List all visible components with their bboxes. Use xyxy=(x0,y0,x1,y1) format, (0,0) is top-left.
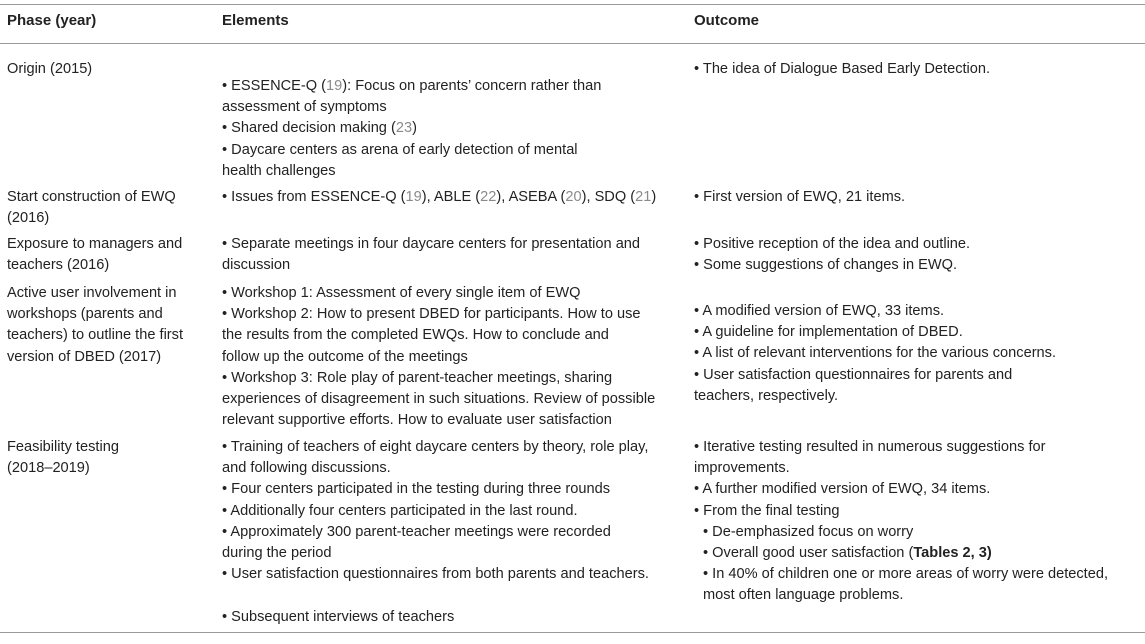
reference-link[interactable]: 19 xyxy=(405,189,422,205)
list-item-continuation: improvements. xyxy=(694,460,790,477)
phase-line: Feasibility testing xyxy=(7,439,119,455)
phase-line: Origin (2015) xyxy=(7,61,93,77)
list-item-continuation: teachers, respectively. xyxy=(694,387,839,404)
list-item: • ESSENCE-Q (19): Focus on parents’ concern rather than xyxy=(222,78,602,94)
list-item: • Daycare centers as arena of early detection of mental xyxy=(222,141,578,158)
list-item: • Iterative testing resulted in numerous suggestions for xyxy=(694,439,1046,455)
list-item-continuation: assessment of symptoms xyxy=(222,99,387,116)
list-item-continuation: the results from the completed EWQs. How to conclude and xyxy=(222,327,609,344)
phase-line: (2016) xyxy=(7,210,50,227)
row-workshops-phase xyxy=(7,283,207,368)
sub-list-item: • De-emphasized focus on worry xyxy=(703,523,914,540)
reference-link[interactable]: 23 xyxy=(395,120,413,137)
blank-line xyxy=(222,585,677,606)
row-construction-phase xyxy=(7,187,207,229)
reference-link[interactable]: 22 xyxy=(480,189,497,205)
row-workshops-elements xyxy=(222,283,677,431)
list-item: • From the final testing xyxy=(694,502,840,519)
phase-line: workshops (parents and xyxy=(7,306,163,323)
list-item: • Approximately 300 parent-teacher meetings were recorded xyxy=(222,523,611,540)
reference-link[interactable]: 21 xyxy=(635,189,652,205)
row-exposure-elements xyxy=(222,234,677,276)
reference-link[interactable]: 20 xyxy=(565,189,582,205)
list-item-continuation: follow up the outcome of the meetings xyxy=(222,348,468,365)
row-origin-elements xyxy=(222,76,677,182)
list-item: • A guideline for implementation of DBED. xyxy=(694,324,963,341)
row-exposure-outcome xyxy=(694,234,1142,276)
list-item: • The idea of Dialogue Based Early Detection. xyxy=(694,61,991,77)
row-construction-elements xyxy=(222,187,677,208)
list-item-continuation: most often language problems. xyxy=(703,587,904,604)
phase-line: teachers (2016) xyxy=(7,257,110,274)
list-item-continuation: discussion xyxy=(222,257,291,274)
header-phase: Phase (year) xyxy=(7,12,97,29)
row-construction-outcome xyxy=(694,187,1142,208)
row-origin-outcome xyxy=(694,59,1142,80)
list-item-continuation: health challenges xyxy=(222,162,336,179)
list-item: • Separate meetings in four daycare centers for presentation and xyxy=(222,236,641,252)
phase-line: (2018–2019) xyxy=(7,460,90,477)
list-item-continuation: experiences of disagreement in such situations. Review of possible xyxy=(222,391,656,408)
list-item: • Workshop 2: How to present DBED for participants. How to use xyxy=(222,306,641,323)
list-item: • Additionally four centers participated in the last round. xyxy=(222,502,578,519)
row-origin-phase xyxy=(7,59,207,80)
list-item: • A modified version of EWQ, 33 items. xyxy=(694,303,945,319)
sub-list-item: • In 40% of children one or more areas of worry were detected, xyxy=(703,566,1109,583)
top-rule xyxy=(0,4,1145,5)
list-item: • Workshop 1: Assessment of every single item of EWQ xyxy=(222,285,581,301)
list-item: • User satisfaction questionnaires from both parents and teachers. xyxy=(222,566,649,583)
list-item: • Subsequent interviews of teachers xyxy=(222,608,455,625)
list-item: • A further modified version of EWQ, 34 items. xyxy=(694,481,991,498)
header-outcome: Outcome xyxy=(694,12,760,29)
header-rule xyxy=(0,43,1145,44)
list-item: • First version of EWQ, 21 items. xyxy=(694,189,906,205)
row-feasibility-phase xyxy=(7,437,207,479)
list-item: • Positive reception of the idea and outline. xyxy=(694,236,971,252)
table-reference-link[interactable]: 3 xyxy=(978,545,987,562)
row-workshops-outcome xyxy=(694,301,1142,407)
reference-link[interactable]: 19 xyxy=(326,78,343,94)
bottom-rule xyxy=(0,632,1145,633)
list-item: • Some suggestions of changes in EWQ. xyxy=(694,257,958,274)
table-reference-link[interactable]: Tables 2 xyxy=(913,545,971,562)
list-item: • Four centers participated in the testing during three rounds xyxy=(222,481,611,498)
header-elements: Elements xyxy=(222,12,289,29)
list-item: • User satisfaction questionnaires for parents and xyxy=(694,366,1013,383)
list-item: • A list of relevant interventions for the various concerns. xyxy=(694,345,1057,362)
row-feasibility-outcome xyxy=(694,437,1142,607)
phase-line: teachers) to outline the first xyxy=(7,327,184,344)
list-item: • Shared decision making (23) xyxy=(222,120,417,137)
phase-line: Start construction of EWQ xyxy=(7,189,176,205)
list-item-continuation: during the period xyxy=(222,545,332,562)
sub-list-item: • Overall good user satisfaction (Tables 2, 3) xyxy=(703,545,992,562)
list-item: • Workshop 3: Role play of parent-teacher meetings, sharing xyxy=(222,369,613,386)
list-item-continuation: and following discussions. xyxy=(222,460,391,477)
phase-line: version of DBED (2017) xyxy=(7,348,162,365)
list-item-continuation: relevant supportive efforts. How to evaluate user satisfaction xyxy=(222,412,612,429)
phase-line: Exposure to managers and xyxy=(7,236,183,252)
list-item: • Issues from ESSENCE-Q (19), ABLE (22), ASEBA (20), SDQ (21) xyxy=(222,189,657,205)
row-feasibility-elements xyxy=(222,437,677,628)
row-exposure-phase xyxy=(7,234,207,276)
phase-line: Active user involvement in xyxy=(7,285,177,301)
list-item: • Training of teachers of eight daycare centers by theory, role play, xyxy=(222,439,649,455)
